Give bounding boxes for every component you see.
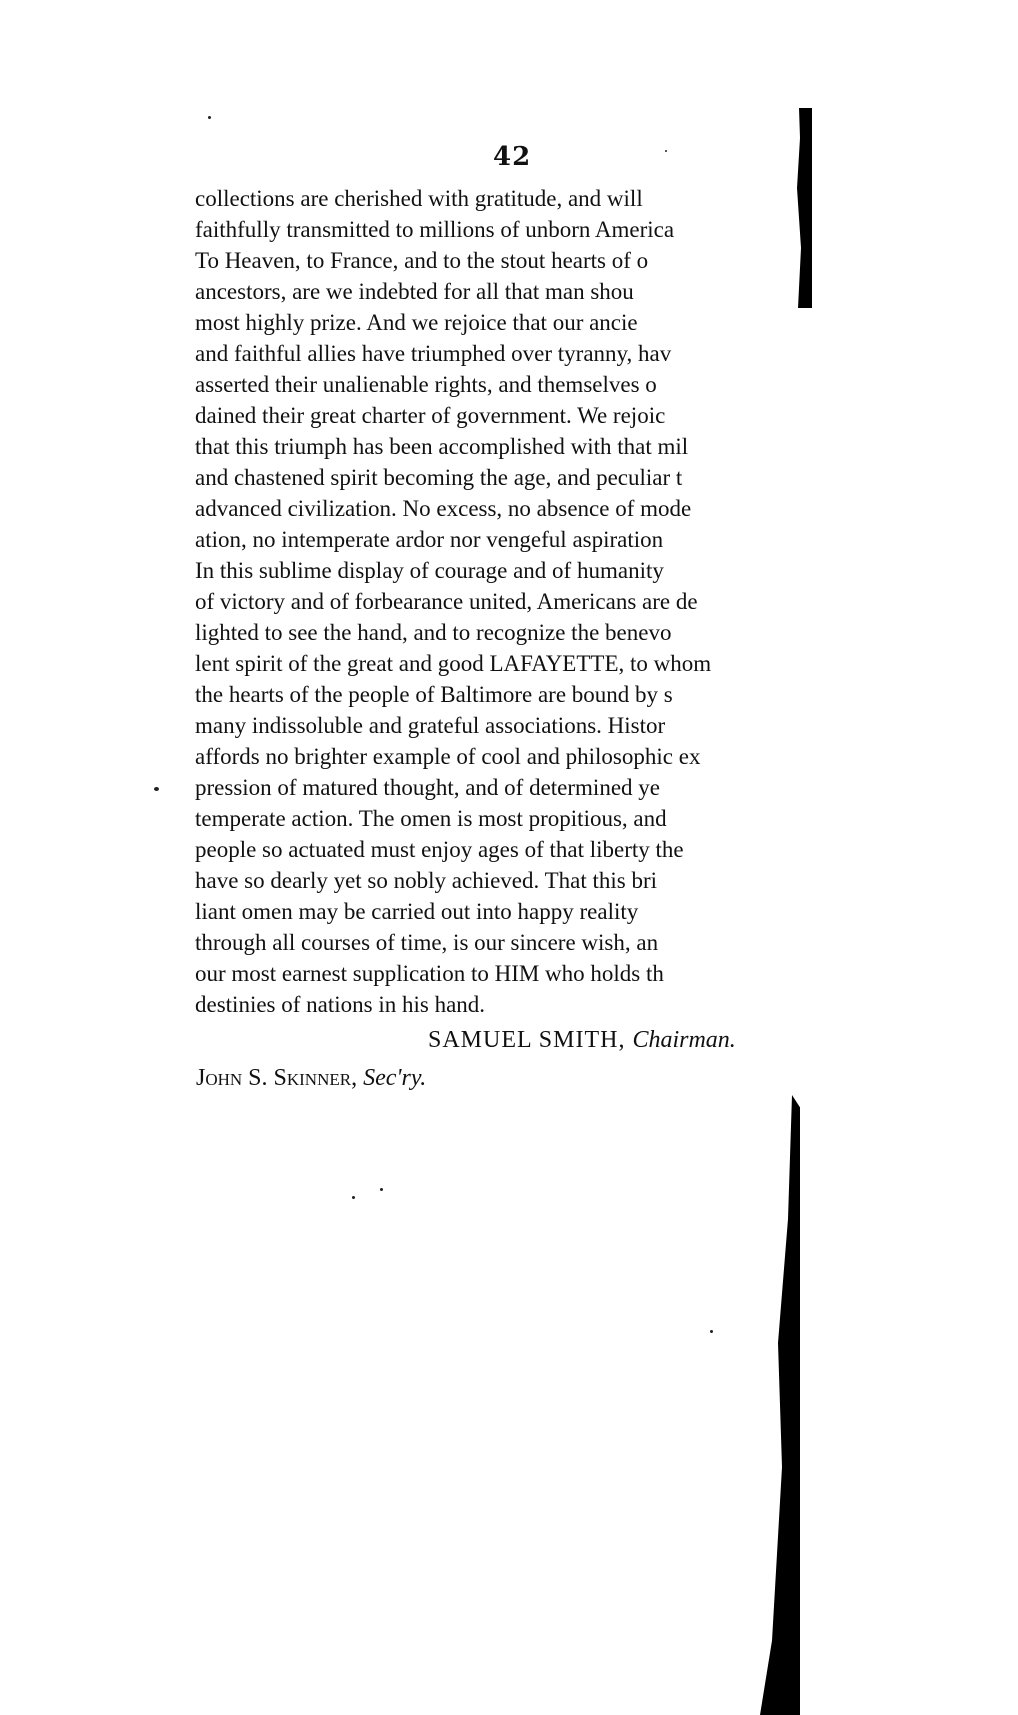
text-line: destinies of nations in his hand. (195, 992, 486, 1017)
scan-speck (208, 116, 211, 119)
secretary-name: John S. Skinner, (196, 1065, 358, 1091)
chairman-signature (428, 1027, 736, 1054)
secretary-role: Sec'ry. (363, 1065, 427, 1091)
scan-speck (710, 1330, 713, 1333)
text-line: To Heaven, to France, and to the stout hearts of o (195, 248, 649, 273)
text-line: the hearts of the people of Baltimore are bound by s (195, 682, 673, 707)
chairman-name: SAMUEL SMITH, (428, 1027, 626, 1053)
body-text (195, 183, 835, 1020)
text-line: pression of matured thought, and of determined ye (195, 775, 660, 800)
secretary-signature (196, 1065, 426, 1092)
scan-edge-shadow-bottom (760, 1095, 800, 1715)
text-line: our most earnest supplication to HIM who holds th (195, 961, 664, 986)
scan-speck (352, 1196, 355, 1199)
text-line: lent spirit of the great and good LAFAYETTE, to whom (195, 651, 712, 676)
text-line: most highly prize. And we rejoice that our ancie (195, 310, 638, 335)
text-line: liant omen may be carried out into happy reality (195, 899, 639, 924)
text-line: many indissoluble and grateful associations. Histor (195, 713, 666, 738)
text-line: affords no brighter example of cool and philosophic ex (195, 744, 701, 769)
text-line: lighted to see the hand, and to recognize the benevo (195, 620, 672, 645)
text-line: of victory and of forbearance united, Americans are de (195, 589, 698, 614)
text-line: ation, no intemperate ardor nor vengeful aspiration (195, 527, 664, 552)
text-line: people so actuated must enjoy ages of that liberty the (195, 837, 684, 862)
text-line: ancestors, are we indebted for all that man shou (195, 279, 634, 304)
page-number: 42 (493, 142, 532, 172)
scan-speck (380, 1188, 383, 1191)
text-line: collections are cherished with gratitude, and will (195, 186, 643, 211)
scan-speck (154, 787, 159, 791)
chairman-role: Chairman. (632, 1027, 736, 1053)
scan-speck (665, 150, 667, 152)
text-line: dained their great charter of government. We rejoic (195, 403, 666, 428)
text-line: that this triumph has been accomplished with that mil (195, 434, 689, 459)
text-line: In this sublime display of courage and of humanity (195, 558, 664, 583)
text-line: through all courses of time, is our sincere wish, an (195, 930, 659, 955)
text-line: and chastened spirit becoming the age, and peculiar t (195, 465, 683, 490)
text-line: temperate action. The omen is most propitious, and (195, 806, 667, 831)
text-line: asserted their unalienable rights, and themselves o (195, 372, 657, 397)
text-line: have so dearly yet so nobly achieved. That this bri (195, 868, 658, 893)
text-line: advanced civilization. No excess, no absence of mode (195, 496, 692, 521)
text-line: and faithful allies have triumphed over tyranny, hav (195, 341, 672, 366)
text-line: faithfully transmitted to millions of unborn America (195, 217, 675, 242)
